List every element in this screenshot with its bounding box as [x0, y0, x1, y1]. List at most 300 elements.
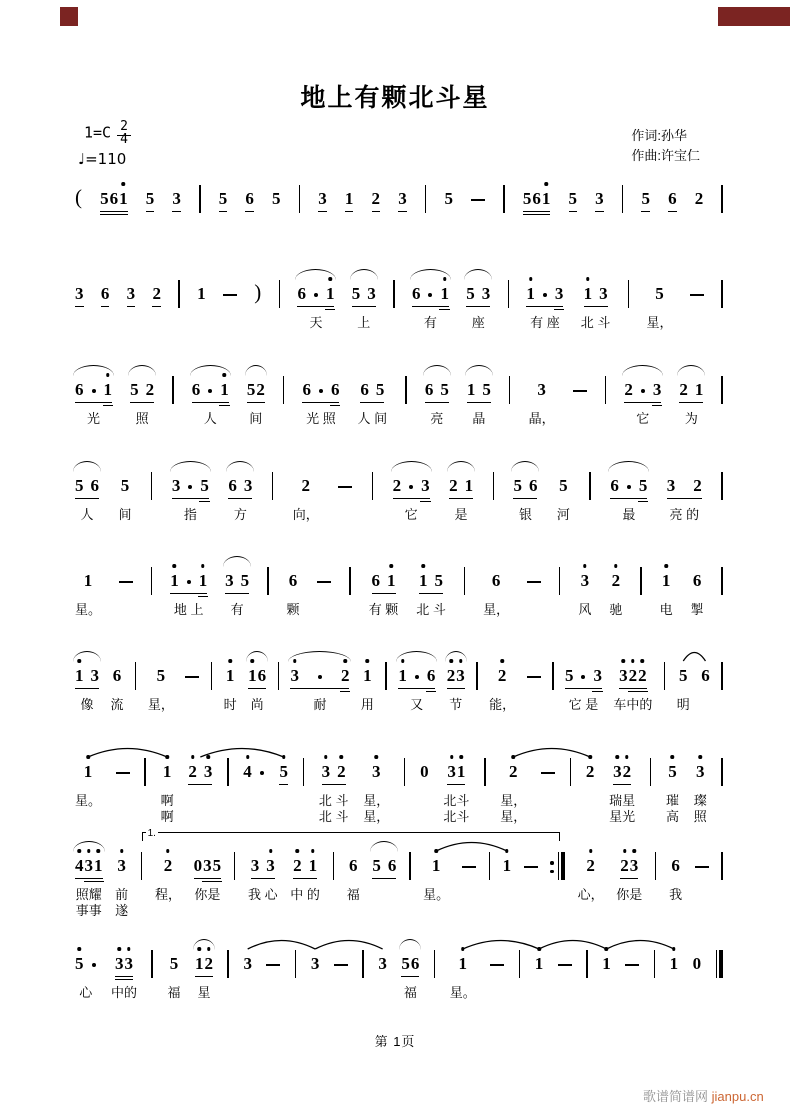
note-digit: 5 — [279, 761, 288, 782]
note-group — [352, 280, 376, 330]
note-cluster — [619, 665, 647, 686]
beam-underline — [130, 402, 154, 404]
barline — [362, 950, 364, 974]
note-digit: 2 — [145, 380, 155, 399]
note-group — [111, 950, 137, 1000]
lyric: 福 — [167, 985, 181, 1000]
notation-cells — [75, 354, 723, 426]
note-group — [450, 950, 476, 1000]
barline — [279, 280, 281, 304]
note-cluster — [372, 761, 381, 782]
note-digit: 2 — [612, 570, 621, 591]
beam-underline — [619, 688, 647, 690]
notation-line-8 — [75, 830, 723, 922]
note-cluster — [192, 379, 229, 400]
lyric: 啊 — [160, 793, 174, 808]
note-group — [319, 758, 349, 824]
note-cluster — [75, 475, 99, 496]
note-cluster — [226, 665, 235, 686]
lyric: 人 — [80, 507, 94, 522]
lyric: 为 — [684, 411, 698, 426]
augmentation-dot — [641, 389, 645, 393]
note-digit: 5 — [120, 476, 130, 495]
note-cluster — [115, 953, 133, 974]
watermark-url: jianpu.cn — [711, 1089, 764, 1104]
note-digit: 3 — [203, 855, 212, 876]
note-group — [557, 472, 570, 522]
beam-underline — [302, 402, 339, 404]
lyric: 照 — [135, 411, 149, 426]
beam-underline — [668, 211, 677, 213]
barline — [586, 950, 588, 974]
note-group — [641, 185, 650, 209]
slur-arc — [226, 461, 254, 472]
lyric: 星， — [363, 793, 390, 808]
note-digit: 6 — [528, 476, 538, 495]
note-digit: 3 — [378, 954, 387, 973]
lyric: 星， — [646, 315, 673, 330]
note-digit: 3 — [595, 189, 604, 208]
note-digit: 2 — [620, 855, 629, 876]
note-cluster — [662, 570, 671, 591]
note-group — [609, 758, 635, 824]
octave-dot — [632, 849, 636, 853]
beam-underline — [127, 306, 136, 308]
beam-underline — [75, 878, 103, 880]
note-group — [75, 280, 84, 304]
note-group — [110, 662, 123, 712]
note-digit: 6 — [297, 284, 306, 303]
note-cluster — [223, 294, 237, 304]
duration-dash — [625, 964, 639, 966]
slur-arc — [73, 365, 114, 376]
note-cluster — [75, 283, 84, 304]
note-digit: 5 — [401, 954, 410, 973]
note-cluster — [573, 390, 587, 400]
lyric: 璨 — [693, 793, 707, 808]
note-digit: 0 — [692, 954, 702, 973]
watermark — [643, 1086, 764, 1105]
note-cluster — [412, 283, 449, 304]
barline — [664, 662, 666, 686]
octave-dot — [434, 849, 438, 853]
note-digit: 2 — [447, 665, 456, 686]
extra-underline — [554, 309, 565, 311]
extra-underline — [426, 691, 437, 693]
note-group — [541, 758, 555, 782]
note-cluster — [272, 188, 281, 209]
lyric: 星。 — [75, 602, 102, 617]
duration-dash — [471, 199, 485, 201]
note-digit: 1 — [83, 571, 93, 590]
beam-underline — [195, 976, 213, 978]
note-group — [185, 662, 199, 686]
note-cluster — [526, 283, 563, 304]
beam-underline — [466, 306, 490, 308]
note-digit: 1 — [363, 665, 372, 686]
note-digit: 3 — [124, 953, 133, 974]
beam-underline — [225, 593, 249, 595]
lyric: 你是 — [194, 887, 221, 902]
lyric: 又 — [410, 697, 424, 712]
note-cluster — [559, 475, 568, 496]
note-group — [317, 567, 331, 591]
slur-arc — [350, 269, 378, 280]
lyric-verse2: 星， — [363, 809, 390, 824]
note-digit: 0 — [193, 856, 203, 875]
lyric: 我 心 — [247, 887, 278, 902]
note-group — [101, 280, 110, 304]
beam-underline — [641, 211, 650, 213]
note-group — [161, 758, 174, 824]
note-cluster — [655, 283, 664, 304]
beam-underline — [419, 593, 443, 595]
note-digit: 1 — [309, 855, 318, 876]
extra-underline — [652, 405, 663, 407]
lyric: 尚 — [250, 697, 264, 712]
intro-paren — [75, 185, 82, 209]
note-cluster — [266, 964, 280, 974]
lyric: 有 座 — [530, 315, 560, 330]
note-digit: 1 — [344, 189, 354, 208]
note-group — [75, 950, 97, 1000]
note-digit: 1 — [526, 283, 535, 304]
note-group — [119, 567, 133, 591]
note-group — [613, 662, 652, 712]
note-cluster — [197, 283, 206, 304]
note-cluster — [565, 665, 602, 686]
lyric: 是 — [454, 507, 468, 522]
note-group — [75, 852, 103, 918]
octave-dot — [589, 849, 593, 853]
octave-dot — [173, 564, 177, 568]
note-group — [224, 662, 237, 712]
note-digit: 2 — [301, 476, 310, 495]
note-group — [311, 950, 320, 974]
barline — [721, 472, 723, 496]
note-digit: 3 — [599, 284, 608, 303]
note-cluster — [289, 570, 298, 591]
note-cluster — [393, 475, 430, 496]
lyric: 天 — [309, 315, 323, 330]
beam-underline — [523, 211, 551, 213]
notation-line-9 — [75, 928, 723, 1020]
beam-underline — [75, 498, 99, 500]
beam-underline — [101, 306, 110, 308]
note-cluster — [194, 855, 222, 876]
note-digit: 6 — [90, 476, 99, 495]
beam-underline — [115, 976, 133, 978]
note-group — [677, 662, 690, 712]
note-cluster — [116, 772, 130, 782]
repeat-dots — [550, 861, 554, 873]
note-group — [668, 185, 677, 209]
beam-underline — [360, 402, 384, 404]
lyric: 颗 — [286, 602, 300, 617]
note-digit: 5 — [440, 380, 449, 399]
note-cluster — [127, 283, 136, 304]
note-digit: 6 — [410, 954, 420, 973]
slur-arc — [295, 269, 336, 280]
lyric: 最 — [622, 507, 636, 522]
note-cluster — [693, 570, 702, 591]
note-digit: 5 — [655, 284, 664, 303]
note-group — [378, 950, 387, 974]
extra-underline — [219, 405, 230, 407]
note-digit: 3 — [398, 189, 407, 208]
beam-underline — [513, 498, 537, 500]
note-digit: 3 — [225, 571, 234, 590]
barline — [409, 852, 411, 876]
note-digit: 5 — [372, 856, 381, 875]
octave-dot — [122, 182, 126, 186]
barline — [605, 376, 607, 400]
note-digit: 3 — [593, 665, 602, 686]
note-cluster — [75, 953, 97, 974]
note-digit: 5 — [240, 571, 250, 590]
note-group — [293, 472, 319, 522]
beam-underline — [188, 784, 212, 786]
note-digit: 1 — [104, 379, 113, 400]
lyric: 中的 — [110, 985, 137, 1000]
note-digit: 6 — [245, 189, 254, 208]
note-cluster — [84, 761, 93, 782]
duration-dash — [541, 772, 555, 774]
note-group — [535, 950, 544, 974]
slur-arc — [288, 651, 351, 662]
note-cluster — [318, 188, 327, 209]
note-group — [116, 758, 130, 782]
note-cluster — [352, 283, 376, 304]
notation-cells — [75, 928, 723, 1000]
beam-underline — [318, 211, 327, 213]
note-group — [75, 662, 99, 712]
note-digit: 6 — [424, 380, 434, 399]
barline — [333, 852, 335, 876]
note-cluster — [620, 855, 638, 876]
slur-arc — [677, 365, 705, 376]
note-cluster — [447, 761, 465, 782]
note-cluster — [537, 379, 546, 400]
octave-dot — [324, 755, 328, 759]
note-cluster — [668, 761, 677, 782]
barline — [299, 185, 301, 209]
beam-underline — [624, 402, 661, 404]
extra-underline — [340, 691, 351, 693]
beam-underline — [293, 878, 317, 880]
lyric: 星。 — [449, 985, 476, 1000]
lyric: 地 上 — [173, 602, 204, 617]
note-cluster — [693, 953, 702, 974]
lyric-verse2: 遂 — [115, 903, 129, 918]
beam-underline — [322, 784, 346, 786]
slur-arc — [423, 365, 451, 376]
note-digit: 6 — [671, 856, 680, 875]
note-digit: 6 — [288, 571, 298, 590]
note-group — [334, 950, 348, 974]
note-group — [602, 950, 611, 974]
note-cluster — [498, 665, 507, 686]
note-digit: 6 — [112, 666, 122, 685]
note-group — [526, 280, 563, 330]
note-digit: 1 — [197, 284, 206, 303]
extra-underline — [93, 881, 104, 883]
note-digit: 6 — [331, 379, 340, 400]
octave-dot — [544, 182, 548, 186]
barline — [622, 185, 624, 209]
barline — [721, 852, 723, 876]
note-digit: 3 — [481, 284, 491, 303]
note-digit: 6 — [610, 476, 619, 495]
barline — [151, 472, 153, 496]
notation-cells — [75, 258, 723, 330]
note-group — [581, 280, 611, 330]
octave-dot — [459, 755, 463, 759]
beam-underline — [146, 211, 155, 213]
lyric: 座 — [471, 315, 485, 330]
note-digit: 5 — [271, 189, 281, 208]
note-cluster — [444, 188, 453, 209]
note-digit: 3 — [243, 476, 253, 495]
beam-underline — [152, 306, 161, 308]
note-cluster — [378, 953, 387, 974]
note-digit: 1 — [432, 855, 441, 876]
note-digit: 3 — [171, 476, 181, 495]
note-cluster — [695, 188, 704, 209]
augmentation-dot — [260, 771, 264, 775]
note-cluster — [612, 570, 621, 591]
note-group — [667, 472, 702, 522]
note-digit: 2 — [256, 380, 265, 399]
barline — [211, 662, 213, 686]
barline — [640, 567, 642, 591]
note-cluster — [459, 953, 468, 974]
note-digit: 1 — [694, 380, 704, 399]
extra-underline — [103, 405, 114, 407]
beam-underline — [297, 306, 334, 308]
note-cluster — [466, 283, 490, 304]
note-cluster — [363, 665, 372, 686]
note-digit: 5 — [564, 666, 574, 685]
note-digit: 1 — [119, 188, 128, 209]
lyric: 它 是 — [568, 697, 599, 712]
beam-underline — [393, 498, 430, 500]
lyric-verse2: 高 — [665, 809, 679, 824]
note-group — [347, 852, 360, 902]
beam-underline — [245, 211, 254, 213]
augmentation-dot — [187, 580, 191, 584]
note-group — [624, 376, 661, 426]
beam-underline — [100, 211, 128, 213]
barline — [349, 567, 351, 591]
lyric: 璀 — [665, 793, 679, 808]
note-group — [286, 567, 299, 617]
note-cluster — [170, 953, 179, 974]
note-cluster — [462, 866, 476, 876]
augmentation-dot — [415, 675, 419, 679]
note-group — [228, 472, 252, 522]
note-cluster — [584, 283, 608, 304]
lyric: 中 的 — [290, 887, 320, 902]
note-digit: 2 — [586, 855, 595, 876]
note-group — [195, 950, 213, 1000]
slur-arc — [608, 461, 649, 472]
note-digit: 3 — [318, 189, 327, 208]
lyric: 时 — [223, 697, 237, 712]
barline — [464, 567, 466, 591]
note-digit: 1 — [170, 570, 179, 591]
lyric: 北 斗 — [580, 315, 611, 330]
note-digit: 1 — [584, 283, 593, 304]
note-group — [248, 852, 278, 902]
note-cluster — [247, 379, 265, 400]
note-cluster — [695, 866, 709, 876]
note-cluster — [185, 676, 199, 686]
note-group — [483, 567, 509, 617]
note-digit: 5 — [218, 189, 228, 208]
note-group — [75, 758, 101, 808]
augmentation-dot — [581, 675, 585, 679]
note-digit: 5 — [466, 284, 475, 303]
notation-cells — [75, 736, 723, 824]
barline — [283, 376, 285, 400]
note-digit: 1 — [459, 953, 468, 974]
note-cluster — [527, 676, 541, 686]
lyric: 流 — [110, 697, 124, 712]
note-group — [172, 472, 209, 522]
lyric-verse2: 北 斗 — [318, 809, 349, 824]
note-cluster — [690, 294, 704, 304]
note-group — [393, 472, 430, 522]
octave-dot — [269, 849, 273, 853]
note-digit: 3 — [250, 856, 260, 875]
note-cluster — [225, 570, 249, 591]
note-digit: 5 — [156, 666, 166, 685]
lyric: 方 — [233, 507, 247, 522]
beam-underline — [172, 211, 181, 213]
note-group — [146, 185, 155, 209]
note-group — [690, 280, 704, 304]
note-digit: 1 — [670, 953, 679, 974]
slur-arc — [245, 365, 267, 376]
note-digit: 2 — [152, 284, 161, 303]
note-cluster — [228, 475, 252, 496]
note-digit: 3 — [117, 855, 126, 876]
note-cluster — [401, 953, 419, 974]
lyric-verse2: 星光 — [609, 809, 636, 824]
note-cluster — [523, 188, 551, 209]
lyric: 电 — [659, 602, 673, 617]
notation-cells — [75, 830, 723, 918]
barline — [295, 950, 297, 974]
extra-underline — [638, 501, 649, 503]
barline — [425, 185, 427, 209]
barline — [227, 758, 229, 782]
beam-underline — [194, 878, 222, 880]
note-cluster — [302, 379, 339, 400]
note-digit: 3 — [75, 284, 84, 303]
note-group — [695, 852, 709, 876]
duration-dash — [527, 581, 541, 583]
octave-dot — [390, 564, 394, 568]
song-title: 地上有颗北斗星 — [300, 85, 490, 112]
note-cluster — [471, 199, 485, 209]
beam-underline — [526, 306, 563, 308]
note-digit: 5 — [351, 284, 361, 303]
note-digit: 6 — [427, 665, 436, 686]
notation-line-5 — [75, 545, 723, 637]
note-cluster — [119, 581, 133, 591]
